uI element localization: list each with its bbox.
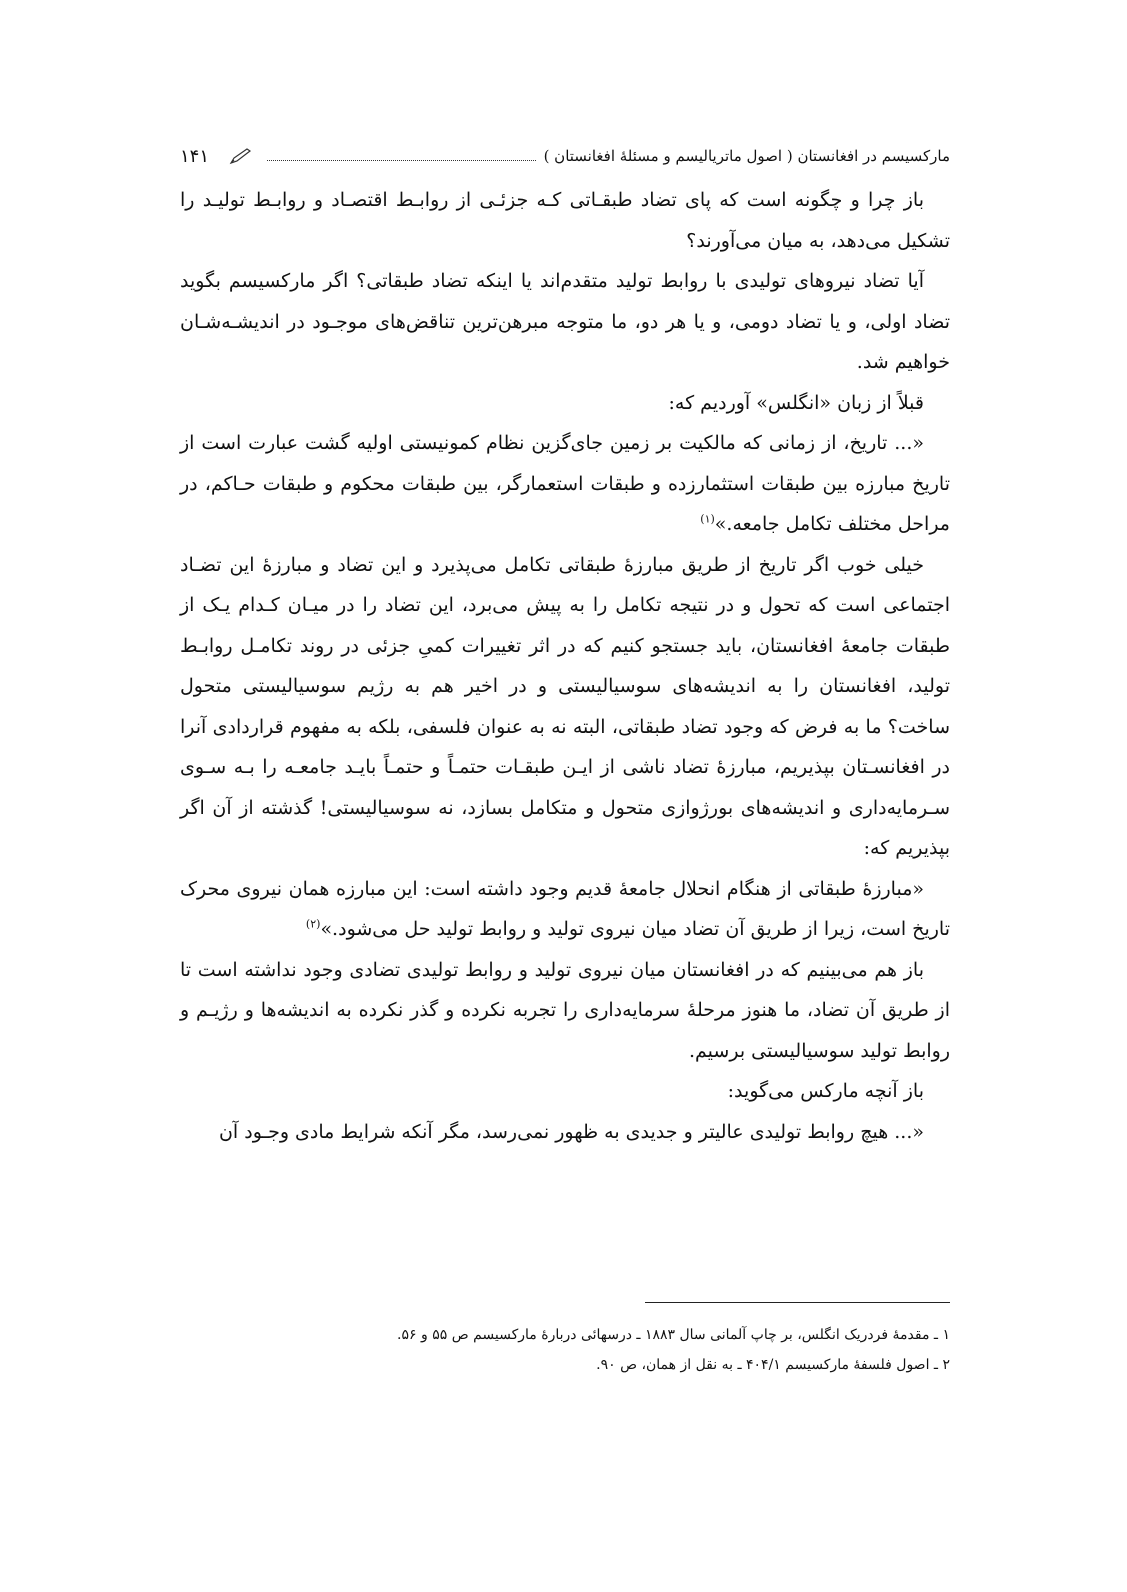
page-number: ۱۴۱ [180, 145, 210, 167]
pen-icon [229, 147, 253, 165]
footnote: ۱ ـ مقدمۀ فردریک انگلس، بر چاپ آلمانی سال ۱۸۸۳ ـ درسهائی دربارۀ مارکسیسم ص ۵۵ و ۵۶. [397, 1327, 950, 1343]
main-text [180, 180, 950, 1152]
footnotes [180, 1320, 950, 1380]
paragraph: خیلی خوب اگر تاریخ از طریق مبارزۀ طبقاتی تکامل می‌پذیرد و این تضاد و مبارزۀ این تضـاد اجتماعی است که تحول و در نتیجه تکامل را به پیش می‌برد، این تضاد را در میـان کـدام یـک از طبقات جامعۀ افغانستان، باید جستجو کنیم که در اثر تغییرات کمیِ جزئی در روند تکامـل روابـط تولید، افغانستان را به اندیشه‌های سوسیالیستی و در اخیر هم به رژیم سوسیالیستی متحول ساخت؟ ما به فرض که وجود تضاد طبقاتی، البته نه به عنوان فلسفی، بلکه به مفهوم قراردادی آنرا در افغانسـتان بپذیریم، مبارزۀ تضاد ناشی از ایـن طبقـات حتمـاً و حتمـاً بایـد جامعـه را بـه سـوی سـرمایه‌داری و اندیشه‌های بورژوازی متحول و متکامل بسازد، نه سوسیالیستی! گذشته از آن اگر بپذیریم که: [180, 553, 950, 859]
running-header [180, 140, 950, 172]
footnote-marker: (۲) [305, 917, 321, 931]
footnote-divider [645, 1302, 950, 1303]
quote-text: «... تاریخ، از زمانی که مالکیت بر زمین جای‌گزین نظام کمونیستی اولیه گشت عبارت است از تاریخ مبارزه بین طبقات استثمارزده و طبقات استعمارگر، بین طبقات محکوم و طبقات حـاکم، در مراحل مختلف تکامل جامعه.» [180, 432, 950, 535]
running-header-title: مارکسیسم در افغانستان ( اصول ماتریالیسم و مسئلۀ افغانستان ) [543, 147, 950, 165]
footnote-marker: (۱) [700, 512, 715, 526]
paragraph: باز آنچه مارکس می‌گوید: [727, 1080, 924, 1102]
paragraph: آیا تضاد نیروهای تولیدی با روابط تولید متقدم‌اند یا اینکه تضاد طبقاتی؟ اگر مارکسیسم بگوید تضاد اولی، و یا تضاد دومی، و یا هر دو، ما متوجه مبرهن‌ترین تناقض‌های موجـود در اندیشـه‌شـان خواهیم شد. [180, 270, 950, 373]
paragraph: باز هم می‌بینیم که در افغانستان میان نیروی تولید و روابط تولیدی تضادی وجود نداشته است تا از طریق آن تضاد، ما هنوز مرحلۀ سرمایه‌داری را تجربه نکرده و گذر نکرده به اندیشه‌ها و رژیـم و روابط تولید سوسیالیستی برسیم. [180, 958, 950, 1062]
footnote: ۲ ـ اصول فلسفۀ مارکسیسم ۴۰۴/۱ ـ به نقل از همان، ص ۹۰. [596, 1357, 950, 1373]
paragraph: «... هیچ روابط تولیدی عالیتر و جدیدی به ظهور نمی‌رسد، مگر آنکه شرایط مادی وجـود آن [218, 1120, 924, 1143]
paragraph: باز چرا و چگونه است که پای تضاد طبقـاتی کـه جزئـی از روابـط اقتصـاد و روابـط تولیـد را تشکیل می‌دهد، به میان می‌آورند؟ [180, 189, 950, 252]
quote-paragraph [180, 423, 950, 545]
dotted-leader [267, 160, 536, 161]
quote-text: «مبارزۀ طبقاتی از هنگام انحلال جامعۀ قدیم وجود داشته است: این مبارزه همان نیروی محرک تاریخ است، زیرا از طریق آن تضاد میان نیروی تولید و روابط تولید حل می‌شود.» [180, 877, 950, 940]
quote-paragraph [180, 869, 950, 950]
paragraph: قبلاً از زبان «انگلس» آوردیم که: [668, 391, 924, 414]
